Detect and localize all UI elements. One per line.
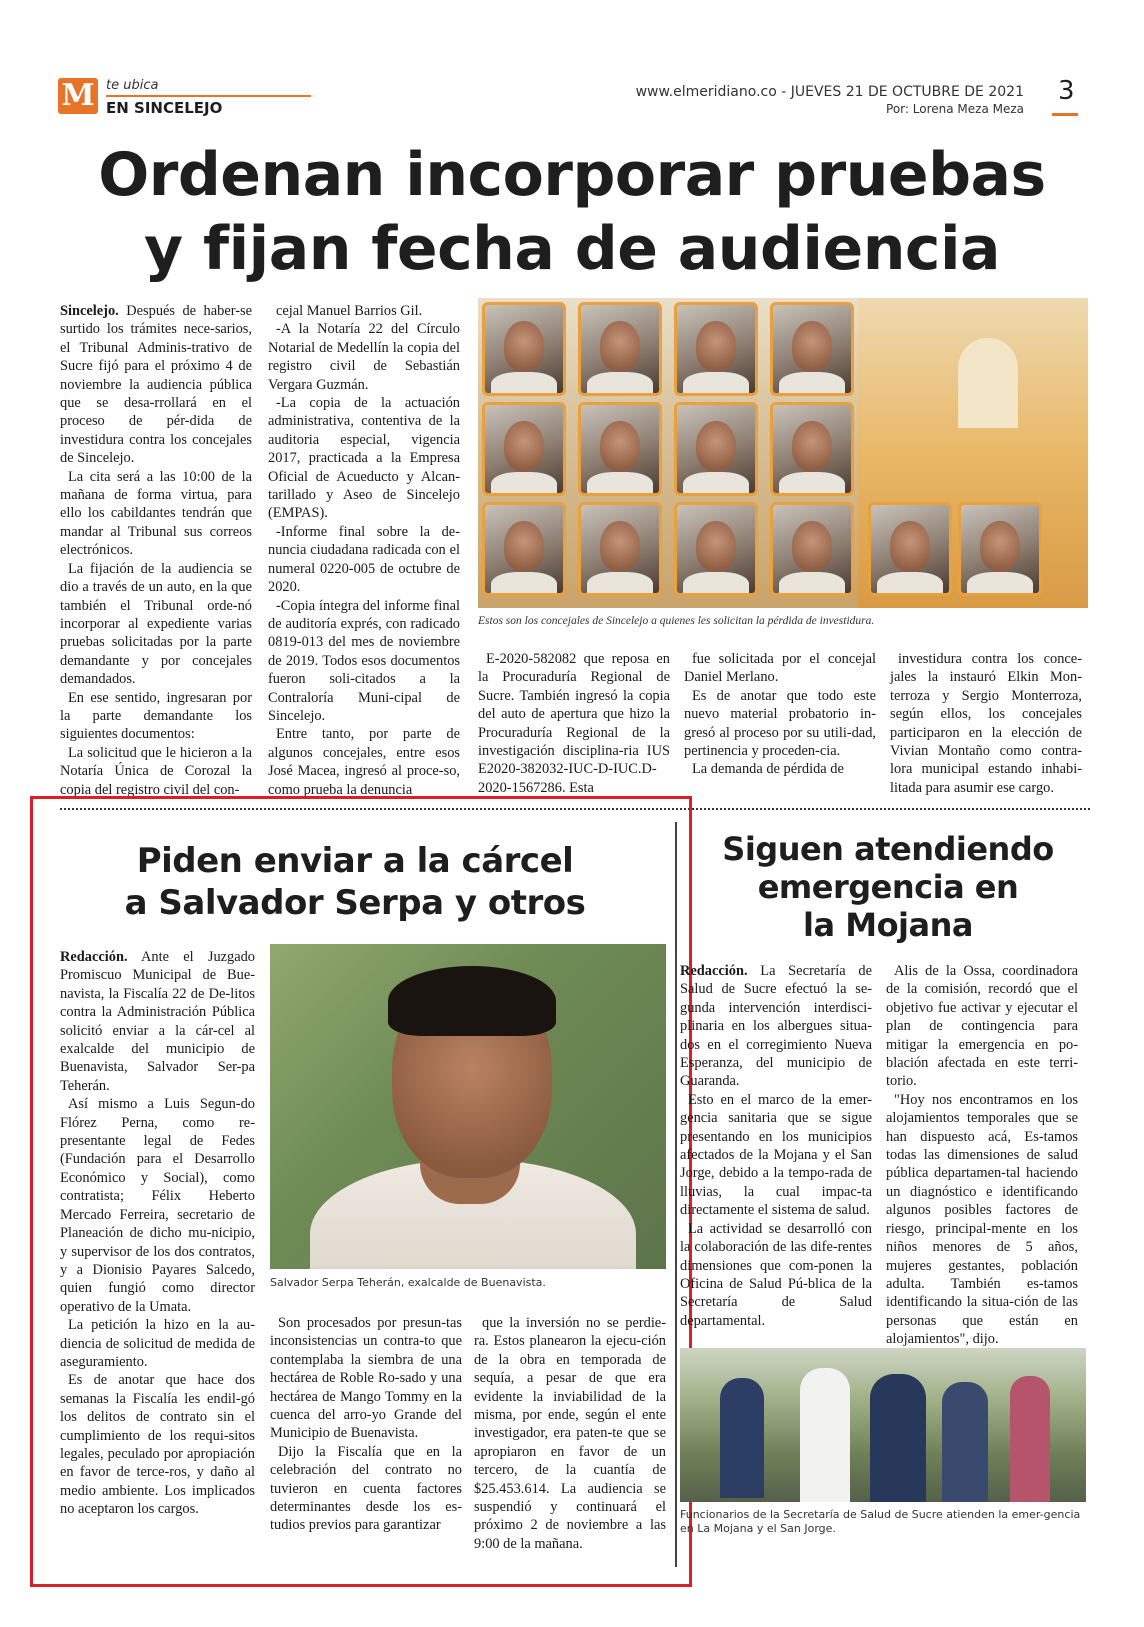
council-portrait bbox=[482, 502, 566, 596]
logo-letter: M bbox=[61, 78, 95, 113]
person-5 bbox=[1010, 1376, 1050, 1502]
section-rule bbox=[106, 95, 311, 97]
mojana-photo-caption: Funcionarios de la Secretaría de Salud de Sucre atienden la emer-gencia en La Mojana y el San Jorge. bbox=[680, 1508, 1081, 1535]
serpa-photo-caption: Salvador Serpa Teherán, exalcalde de Buenavista. bbox=[270, 1276, 546, 1289]
mojana-headline-line1: Siguen atendiendo bbox=[722, 830, 1054, 868]
mojana-col-2 bbox=[886, 962, 1078, 1349]
site-date: www.elmeridiano.co - JUEVES 21 DE OCTUBRE DE 2021 bbox=[635, 84, 1024, 100]
paragraph: La petición la hizo en la au-diencia de solicitud de medida de aseguramiento. bbox=[60, 1317, 255, 1370]
paragraph: Dijo la Fiscalía que en la celebración del contrato no tuvieron en cuenta factores determinantes desde los es-tudios previos para garantizar bbox=[270, 1443, 462, 1534]
paragraph: Son procesados por presun-tas inconsistencias un contra-to que contemplaba la siembra de una hectárea de Roble Ro-sado y una hectárea de Mango Tommy en la cuenca del arro-yo Grande del Municipio de Buenavista. bbox=[270, 1315, 462, 1442]
section-tag: te ubica bbox=[106, 78, 159, 93]
council-portrait bbox=[482, 302, 566, 396]
paragraph: Esto en el marco de la emer-gencia sanitaria que se sigue presentando en los municipios afectados de la Mojana y el San Jorge, debido a la tempo-rada de lluvias, la cual impac-ta directamente el sistema de salud. bbox=[680, 1091, 872, 1219]
paragraph: Es de anotar que hace dos semanas la Fiscalía les endil-gó los delitos de contrato sin el cumplimiento de los requi-sitos legales, peculado por apropiación en favor de terce-ros, y daño al medio ambiente. Los implicados no aceptaron los cargos. bbox=[60, 1372, 255, 1518]
council-portrait bbox=[674, 302, 758, 396]
council-portrait bbox=[578, 402, 662, 496]
main-col-4 bbox=[684, 650, 876, 779]
paragraph: que la inversión no se perdie-ra. Estos planearon la ejecu-ción de la obra en temporada de sequía, a pesar de que era evidente la inviabilidad de la misma, por ende, según el ente investigador, era paten-te que se apropiaron en favor de un tercero, de la cuantía de $25.453.614. La audiencia se suspendió y continuará el próximo 2 de noviembre a las 9:00 de la mañana. bbox=[474, 1315, 666, 1552]
section-name: EN SINCELEJO bbox=[106, 99, 223, 117]
council-portrait bbox=[770, 402, 854, 496]
council-portrait bbox=[770, 502, 854, 596]
paragraph: fue solicitada por el concejal Daniel Merlano. bbox=[684, 651, 876, 686]
serpa-hair bbox=[388, 966, 556, 1036]
main-headline bbox=[40, 138, 1104, 286]
serpa-column-rule bbox=[675, 822, 677, 1567]
paragraph: cejal Manuel Barrios Gil. bbox=[276, 303, 423, 319]
paragraph: -Copia íntegra del informe final de auditoría exprés, con radicado 0819-013 del mes de noviembre de 2019. Todos esos documentos fueron soli-citados a la Contraloría Muni-cipal de Sincelejo. bbox=[268, 597, 460, 724]
paragraph: Así mismo a Luis Segun-do Flórez Perna, como re-presentante legal de Fedes (Fundación para el Desarrollo Económico y Social), como contratista; Félix Heberto Mercado Ferreira, secretario de Planeación de dicho mu-nicipio, y supervisor de los dos contratos, y a Dionisio Payares Salcedo, quien fungió como director operativo de la Umata. bbox=[60, 1096, 255, 1315]
serpa-col-1 bbox=[60, 948, 255, 1519]
byline: Por: Lorena Meza Meza bbox=[886, 102, 1024, 116]
paragraph: La actividad se desarrolló con la colaboración de las dife-rentes dimensiones que com-ponen la Oficina de Salud Pú-blica de la Secretaría de Salud departamental. bbox=[680, 1220, 872, 1329]
paragraph: Redacción. Ante el Juzgado Promiscuo Municipal de Bue-navista, la Fiscalía 22 de De-litos contra la Administración Pública solicitó enviar a la cár-cel al exalcalde del municipio de Buenavista, Salvador Ser-pa Teherán. bbox=[60, 949, 255, 1094]
council-portrait bbox=[578, 502, 662, 596]
main-col-2 bbox=[268, 302, 460, 799]
person-3 bbox=[870, 1374, 926, 1502]
main-headline-line1: Ordenan incorporar pruebas bbox=[98, 140, 1046, 210]
serpa-headline-line1: Piden enviar a la cárcel bbox=[136, 841, 574, 881]
main-col-5 bbox=[890, 650, 1082, 797]
paragraph: La demanda de pérdida de bbox=[692, 761, 844, 778]
paragraph: Entre tanto, por parte de algunos concejales, entre esos José Macea, ingresó al proce-so, como prueba la denuncia bbox=[268, 726, 460, 798]
paragraph: La fijación de la audiencia se dio a través de un auto, en la que también el Tribunal orde-nó incorporar al expediente varias pruebas solicitadas por la parte demandante y por concejales demandados. bbox=[60, 560, 252, 688]
main-col-1 bbox=[60, 302, 252, 799]
council-portrait bbox=[674, 502, 758, 596]
council-photo bbox=[478, 298, 1088, 608]
paragraph: investidura contra los conce-jales la instauró Elkin Mon-terroza y Sergio Monterroza, según ellos, los concejales participaron en la elección de Vivian Montaño como contra-lora municipal estando inhabi-litada para asumir ese cargo. bbox=[890, 651, 1082, 796]
council-portrait bbox=[770, 302, 854, 396]
paragraph: En ese sentido, ingresaran por la parte demandante los siguientes documentos: bbox=[60, 689, 252, 743]
person-1 bbox=[720, 1378, 764, 1498]
paragraph: La solicitud que le hicieron a la Notaría Única de Corozal la copia del registro civil del con- bbox=[60, 744, 252, 798]
serpa-headline bbox=[50, 840, 660, 924]
council-portrait bbox=[674, 402, 758, 496]
mojana-col-1 bbox=[680, 962, 872, 1330]
mojana-headline-line2: emergencia en bbox=[757, 868, 1019, 906]
paragraph: La cita será a las 10:00 de la mañana de forma virtua, para ello los cabildantes tendrán que mandar al Tribunal sus correos electrónicos. bbox=[60, 468, 252, 559]
paragraph: E-2020-582082 que reposa en la Procuraduría Regional de Sucre. También ingresó la copia del auto de apertura que hizo la Procuraduría Regional de la investigación disciplina-ria IUS E2020-382032-IUC-D-IUC.D-2020-1567286. Esta bbox=[478, 651, 670, 796]
council-portrait bbox=[578, 302, 662, 396]
main-col-3 bbox=[478, 650, 670, 797]
council-portrait bbox=[958, 502, 1042, 596]
serpa-col-3 bbox=[474, 1314, 666, 1553]
paragraph: "Hoy nos encontramos en los alojamientos temporales que se han dispuesto acá, Es-tamos todas las dimensiones de salud pública departamen-tal haciendo un diagnóstico e identificando algunos posibles factores de riesgo, principal-mente en los niños menores de 5 años, mujeres gestantes, población adulta. También es-tamos identificando la situa-ción de las personas que están en alojamientos", dijo. bbox=[886, 1091, 1078, 1348]
council-portrait bbox=[868, 502, 952, 596]
serpa-photo bbox=[270, 944, 666, 1269]
mojana-headline-line3: la Mojana bbox=[803, 906, 973, 944]
church-tower bbox=[958, 338, 1018, 428]
council-photo-caption: Estos son los concejales de Sincelejo a quienes les solicitan la pérdida de investidura. bbox=[478, 615, 875, 627]
person-2 bbox=[800, 1368, 850, 1502]
paragraph: -La copia de la actuación administrativa, contentiva de la auditoria especial, vigencia 2017, practicada a la Empresa Oficial de Acueducto y Alcan-tarillado y Aseo de Sincelejo (EMPAS). bbox=[268, 395, 460, 522]
page-number: 3 bbox=[1058, 76, 1075, 106]
paragraph: -Informe final sobre la de-nuncia ciudadana radicada con el numeral 0220-005 de octubre de 2020. bbox=[268, 523, 460, 596]
paragraph: Alis de la Ossa, coordinadora de la comisión, recordó que el objetivo fue activar y ejecutar el plan de contingencia para mitigar la emergencia en po-blación afectada en este terri-torio. bbox=[886, 963, 1078, 1090]
header-logo bbox=[58, 78, 98, 114]
paragraph: Es de anotar que todo este nuevo material probatorio in-gresó al proceso por su utili-dad, pertinencia y proceden-cia. bbox=[684, 687, 876, 760]
page-number-rule bbox=[1052, 113, 1078, 116]
paragraph: Redacción. La Secretaría de Salud de Sucre efectuó la se-gunda intervención interdisci-plinaria en los albergues situa-dos en el corregimiento Nueva Esperanza, del municipio de Guaranda. bbox=[680, 963, 872, 1090]
main-headline-line2: y fijan fecha de audiencia bbox=[143, 214, 1001, 284]
paragraph: Sincelejo. Después de haber-se surtido los trámites nece-sarios, el Tribunal Adminis-trativo de Sucre fijó para el próximo 4 de noviembre la audiencia pública que se desa-rrollará en el proceso de pér-dida de investidura contra los concejales de Sincelejo. bbox=[60, 303, 252, 467]
serpa-headline-line2: a Salvador Serpa y otros bbox=[124, 883, 586, 923]
serpa-col-2 bbox=[270, 1314, 462, 1535]
paragraph: -A la Notaría 22 del Círculo Notarial de Medellín la copia del registro civil de Sebastián Vergara Guzmán. bbox=[268, 321, 460, 393]
mojana-headline bbox=[690, 830, 1086, 944]
person-4 bbox=[942, 1382, 988, 1502]
mojana-photo bbox=[680, 1348, 1086, 1502]
council-portrait bbox=[482, 402, 566, 496]
